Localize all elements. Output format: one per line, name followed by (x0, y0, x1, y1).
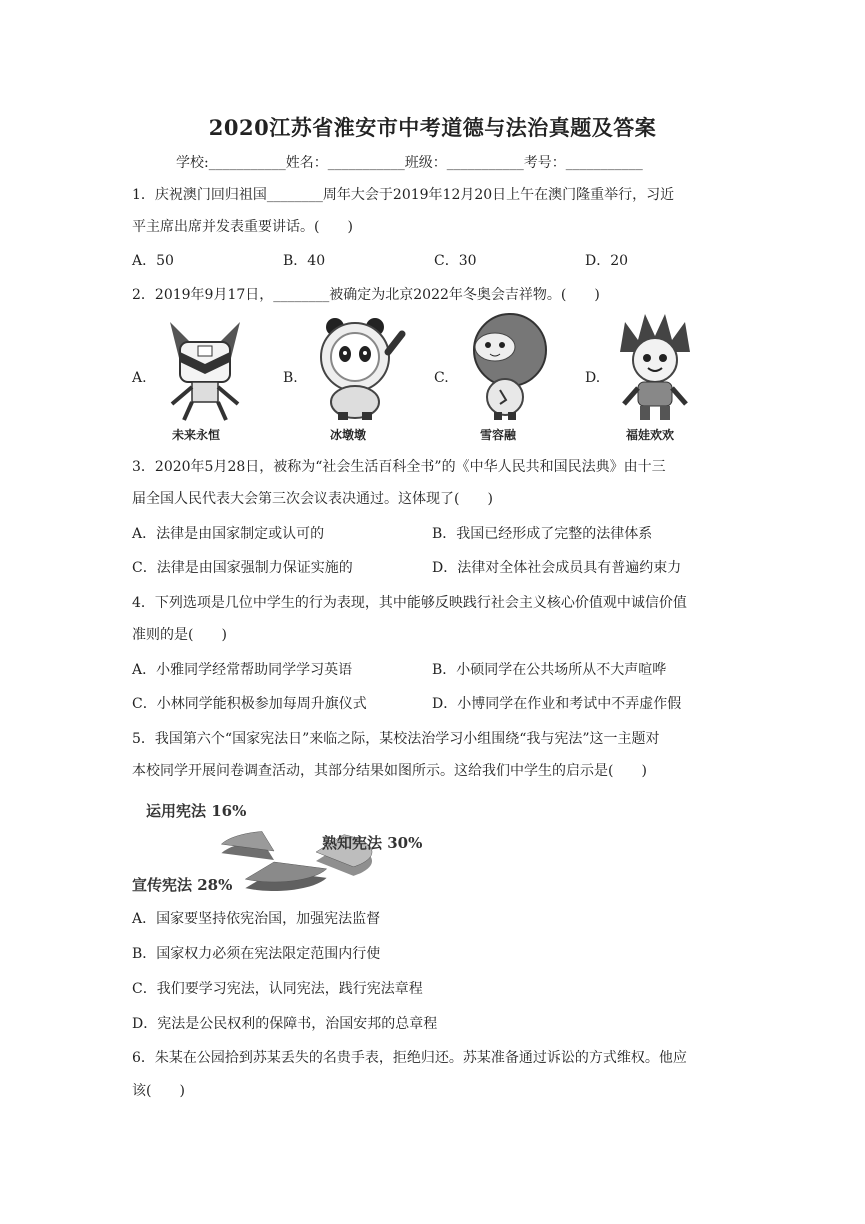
q4-text-line1: 4．下列选项是几位中学生的行为表现，其中能够反映践行社会主义核心价值观中诚信价值 (132, 595, 687, 611)
q4-option-a: A．小雅同学经常帮助同学学习英语 (132, 662, 353, 678)
q5-option-b: B．国家权力必须在宪法限定范围内行使 (132, 946, 381, 962)
q1-option-a: A．50 (132, 253, 174, 269)
student-info-line: 学校:___________姓名：___________班级：___________考号：___________ (176, 155, 643, 171)
q3-option-a: A．法律是由国家制定或认可的 (132, 526, 325, 542)
q3-option-c: C．法律是由国家强制力保证实施的 (132, 560, 353, 576)
q5-text-line1: 5．我国第六个“国家宪法日”来临之际，某校法治学习小组围绕“我与宪法”这一主题对 (132, 731, 660, 747)
mascot-image-b (300, 312, 410, 442)
mascot-label-b: 冰墩墩 (330, 428, 367, 442)
q2-text-line1: 2．2019年9月17日，________被确定为北京2022年冬奥会吉祥物。( ) (132, 287, 600, 303)
q4-option-b: B．小硕同学在公共场所从不大声喧哗 (432, 662, 667, 678)
mascot-label-a: 未来永恒 (172, 428, 221, 442)
q5-option-a: A．国家要坚持依宪治国，加强宪法监督 (132, 911, 381, 927)
q2-option-a: A. (132, 370, 147, 386)
q6-text-line1: 6．朱某在公园拾到苏某丢失的名贵手表，拒绝归还。苏某准备通过诉讼的方式维权。他应 (132, 1050, 687, 1066)
chart-label-apply: 运用宪法 16% (146, 802, 247, 820)
q4-text-line2: 准则的是( ) (132, 627, 227, 643)
q4-option-c: C．小林同学能积极参加每周升旗仪式 (132, 696, 367, 712)
mascot-image-a (150, 312, 260, 442)
mascot-label-c: 雪容融 (480, 428, 517, 442)
q5-option-d: D．宪法是公民权利的保障书，治国安邦的总章程 (132, 1016, 438, 1032)
q4-option-d: D．小博同学在作业和考试中不弄虚作假 (432, 696, 682, 712)
chart-label-promote: 宣传宪法 28% (132, 876, 233, 894)
q1-option-c: C．30 (434, 253, 477, 269)
q1-text-line2: 平主席出席并发表重要讲话。( ) (132, 219, 353, 235)
q5-option-c: C．我们要学习宪法，认同宪法，践行宪法章程 (132, 981, 423, 997)
q1-option-d: D．20 (585, 253, 629, 269)
mascot-image-c (450, 312, 560, 442)
q1-option-b: B．40 (283, 253, 326, 269)
q3-option-b: B．我国已经形成了完整的法律体系 (432, 526, 653, 542)
mascot-image-d (600, 312, 710, 442)
q3-option-d: D．法律对全体社会成员具有普遍约束力 (432, 560, 682, 576)
q2-option-c: C. (434, 370, 449, 386)
chart-label-know: 熟知宪法 30% (322, 834, 423, 852)
q6-text-line2: 该( ) (132, 1083, 185, 1099)
q1-text-line1: 1．庆祝澳门回归祖国________周年大会于2019年12月20日上午在澳门隆重举行，习近 (132, 187, 675, 203)
q5-text-line2: 本校同学开展问卷调查活动，其部分结果如图所示。这给我们中学生的启示是( ) (132, 763, 647, 779)
q3-text-line1: 3．2020年5月28日，被称为“社会生活百科全书”的《中华人民共和国民法典》由十三 (132, 459, 666, 475)
mascot-label-d: 福娃欢欢 (626, 428, 675, 442)
q3-text-line2: 届全国人民代表大会第三次会议表决通过。这体现了( ) (132, 491, 493, 507)
q2-option-b: B. (283, 370, 298, 386)
q2-option-d: D. (585, 370, 601, 386)
survey-pie-chart (216, 818, 376, 898)
page-title: 2020江苏省淮安市中考道德与法治真题及答案 (208, 115, 657, 140)
